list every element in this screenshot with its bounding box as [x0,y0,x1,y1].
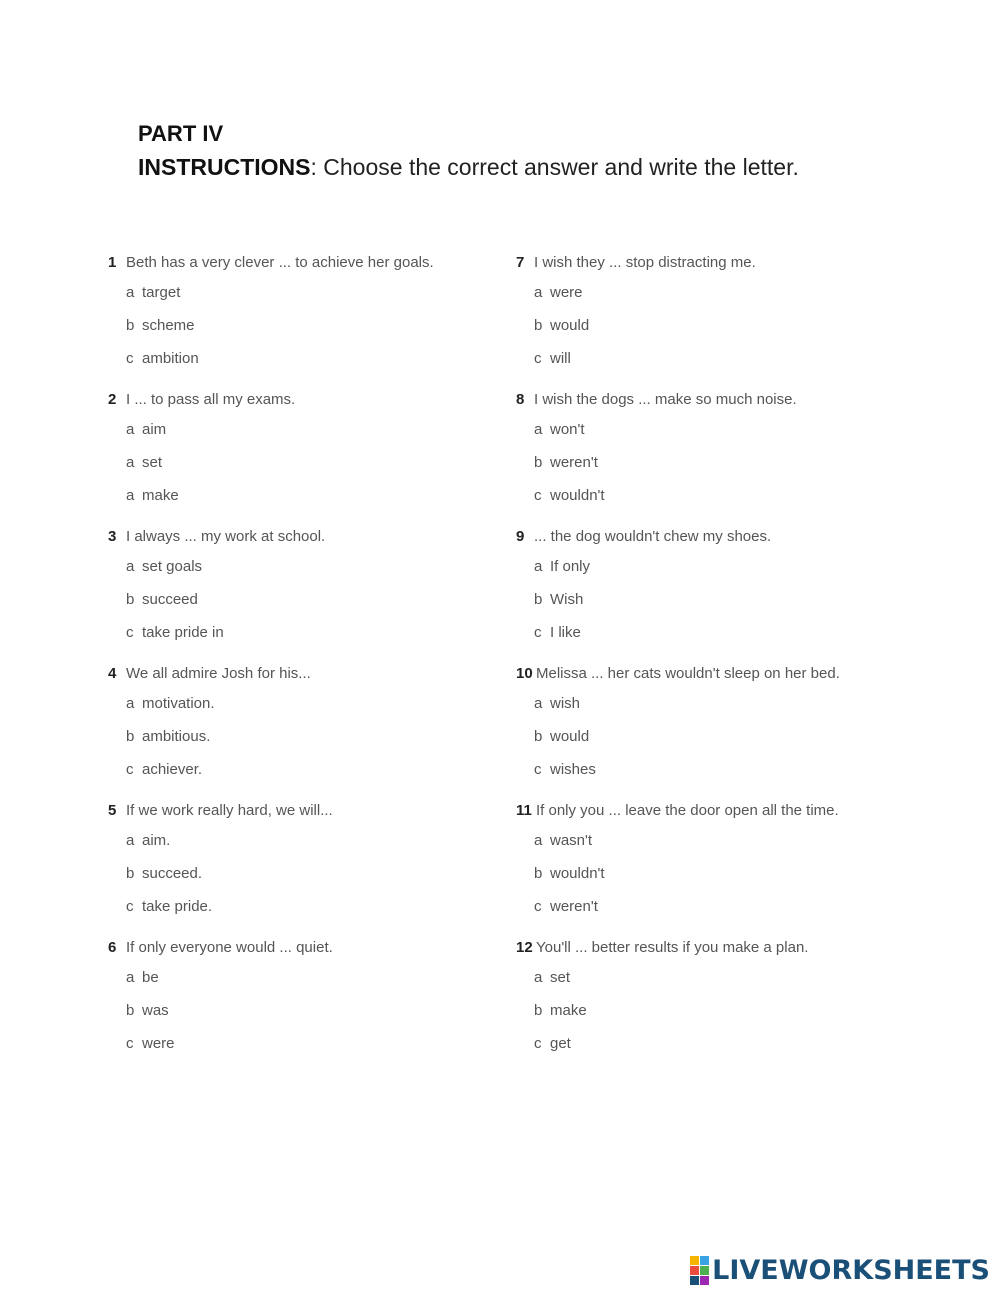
question-5 [108,798,508,923]
answer-option[interactable] [516,413,916,446]
question-text: If only you ... leave the door open all the time. [536,802,839,819]
question-number: 8 [516,391,525,408]
option-letter: b [126,865,135,882]
option-letter: a [534,695,543,712]
option-letter: a [126,832,135,849]
answer-option[interactable] [516,479,916,512]
option-letter: b [126,317,135,334]
option-text: succeed. [142,865,203,882]
option-text: take pride in [142,624,224,641]
question-stem [516,798,916,824]
question-text: ... the dog wouldn't chew my shoes. [534,528,772,545]
answer-option[interactable] [108,753,508,786]
question-7 [516,250,916,375]
question-stem [516,387,916,413]
option-text: would [550,317,590,334]
answer-option[interactable] [108,961,508,994]
option-letter: b [534,865,543,882]
option-text: was [142,1002,169,1019]
answer-option[interactable] [108,720,508,753]
question-text: If only everyone would ... quiet. [126,939,333,956]
option-letter: c [126,1035,134,1052]
option-letter: b [126,728,135,745]
option-text: aim [142,421,167,438]
answer-option[interactable] [516,720,916,753]
answer-option[interactable] [108,479,508,512]
logo-square [690,1266,699,1275]
answer-option[interactable] [108,890,508,923]
question-text: I wish the dogs ... make so much noise. [534,391,797,408]
part-title: PART IV [138,121,224,146]
option-letter: b [126,1002,135,1019]
answer-option[interactable] [108,994,508,1027]
option-letter: c [126,898,134,915]
answer-option[interactable] [108,413,508,446]
answer-option[interactable] [516,994,916,1027]
option-text: wasn't [550,832,593,849]
question-3 [108,524,508,649]
answer-option[interactable] [108,276,508,309]
instructions-label: INSTRUCTIONS [138,154,311,180]
question-number: 2 [108,391,117,408]
question-number: 3 [108,528,117,545]
answer-option[interactable] [516,753,916,786]
question-text: If we work really hard, we will... [126,802,333,819]
question-number: 9 [516,528,525,545]
answer-option[interactable] [516,276,916,309]
option-text: I like [550,624,581,641]
branding [690,1254,990,1286]
question-text: I always ... my work at school. [126,528,326,545]
answer-option[interactable] [108,583,508,616]
instructions-text: : Choose the correct answer and write the letter. [310,154,799,180]
question-stem [108,524,508,550]
option-letter: c [534,624,542,641]
answer-option[interactable] [516,550,916,583]
questions-column-right [516,250,916,1060]
option-text: take pride. [142,898,213,915]
option-text: would [550,728,590,745]
question-stem [108,661,508,687]
question-text: Melissa ... her cats wouldn't sleep on her bed. [536,665,840,682]
option-text: aim. [142,832,171,849]
option-text: set [550,969,571,986]
logo-square [700,1276,709,1285]
question-stem [516,661,916,687]
question-6 [108,935,508,1060]
question-stem [516,250,916,276]
question-10 [516,661,916,786]
option-text: scheme [142,317,195,334]
question-text: I ... to pass all my exams. [126,391,296,408]
option-text: wish [550,695,581,712]
question-number: 7 [516,254,525,271]
answer-option[interactable] [108,857,508,890]
question-stem [108,250,508,276]
option-letter: a [534,284,543,301]
option-text: succeed [142,591,198,608]
option-text: wouldn't [550,865,605,882]
question-text: We all admire Josh for his... [126,665,311,682]
option-letter: c [534,487,542,504]
option-letter: b [534,317,543,334]
brand-name: LIVEWORKSHEETS [712,1254,990,1286]
option-letter: c [534,1035,542,1052]
question-11 [516,798,916,923]
option-text: target [142,284,181,301]
question-9 [516,524,916,649]
option-letter: a [126,558,135,575]
question-number: 4 [108,665,117,682]
answer-option[interactable] [108,550,508,583]
answer-option[interactable] [516,583,916,616]
question-stem [108,387,508,413]
option-letter: b [126,591,135,608]
question-2 [108,387,508,512]
option-text: ambitious. [142,728,211,745]
question-number: 12 [516,939,533,956]
question-number: 1 [108,254,117,271]
option-text: were [550,284,583,301]
question-stem [108,935,508,961]
answer-option[interactable] [516,1027,916,1060]
answer-option[interactable] [516,890,916,923]
option-text: set goals [142,558,203,575]
option-letter: b [534,728,543,745]
question-number: 5 [108,802,117,819]
option-letter: b [534,591,543,608]
questions-column-left [108,250,508,1060]
question-text: I wish they ... stop distracting me. [534,254,756,271]
question-1 [108,250,508,375]
option-text: motivation. [142,695,215,712]
answer-option[interactable] [516,446,916,479]
option-text: make [142,487,179,504]
option-text: wishes [550,761,596,778]
answer-option[interactable] [516,616,916,649]
option-letter: c [126,761,134,778]
option-letter: c [126,624,134,641]
answer-option[interactable] [108,446,508,479]
answer-option[interactable] [108,687,508,720]
option-text: ambition [142,350,199,367]
answer-option[interactable] [516,309,916,342]
option-letter: c [534,898,542,915]
option-letter: a [534,558,543,575]
option-letter: a [126,454,135,471]
logo-square [700,1266,709,1275]
question-stem [516,935,916,961]
option-letter: a [534,832,543,849]
option-text: achiever. [142,761,203,778]
question-8 [516,387,916,512]
question-number: 6 [108,939,117,956]
option-text: wouldn't [550,487,605,504]
option-letter: c [534,350,542,367]
logo-square [700,1256,709,1265]
answer-option[interactable] [516,342,916,375]
answer-option[interactable] [516,857,916,890]
question-stem [516,524,916,550]
option-letter: b [534,454,543,471]
answer-option[interactable] [108,616,508,649]
question-text: Beth has a very clever ... to achieve her goals. [126,254,434,271]
answer-option[interactable] [108,1027,508,1060]
answer-option[interactable] [108,342,508,375]
option-text: weren't [550,454,598,471]
liveworksheets-logo-icon [690,1256,709,1285]
option-text: If only [550,558,591,575]
logo-square [690,1276,699,1285]
option-text: will [550,350,571,367]
question-stem [108,798,508,824]
option-letter: a [126,421,135,438]
option-letter: a [126,695,135,712]
answer-option[interactable] [516,824,916,857]
answer-option[interactable] [108,824,508,857]
logo-square [690,1256,699,1265]
answer-option[interactable] [516,961,916,994]
option-text: weren't [550,898,598,915]
option-letter: c [534,761,542,778]
option-letter: a [126,487,135,504]
option-letter: a [126,284,135,301]
question-4 [108,661,508,786]
option-text: be [142,969,159,986]
question-number: 11 [516,802,532,819]
option-text: set [142,454,163,471]
option-text: won't [550,421,585,438]
option-text: were [142,1035,175,1052]
option-letter: a [126,969,135,986]
instructions [138,150,838,185]
option-text: Wish [550,591,584,608]
option-text: get [550,1035,571,1052]
option-text: make [550,1002,587,1019]
answer-option[interactable] [516,687,916,720]
option-letter: b [534,1002,543,1019]
worksheet-header [138,118,838,185]
option-letter: a [534,969,543,986]
option-letter: c [126,350,134,367]
question-number: 10 [516,665,533,682]
question-text: You'll ... better results if you make a plan. [536,939,809,956]
answer-option[interactable] [108,309,508,342]
option-letter: a [534,421,543,438]
question-12 [516,935,916,1060]
